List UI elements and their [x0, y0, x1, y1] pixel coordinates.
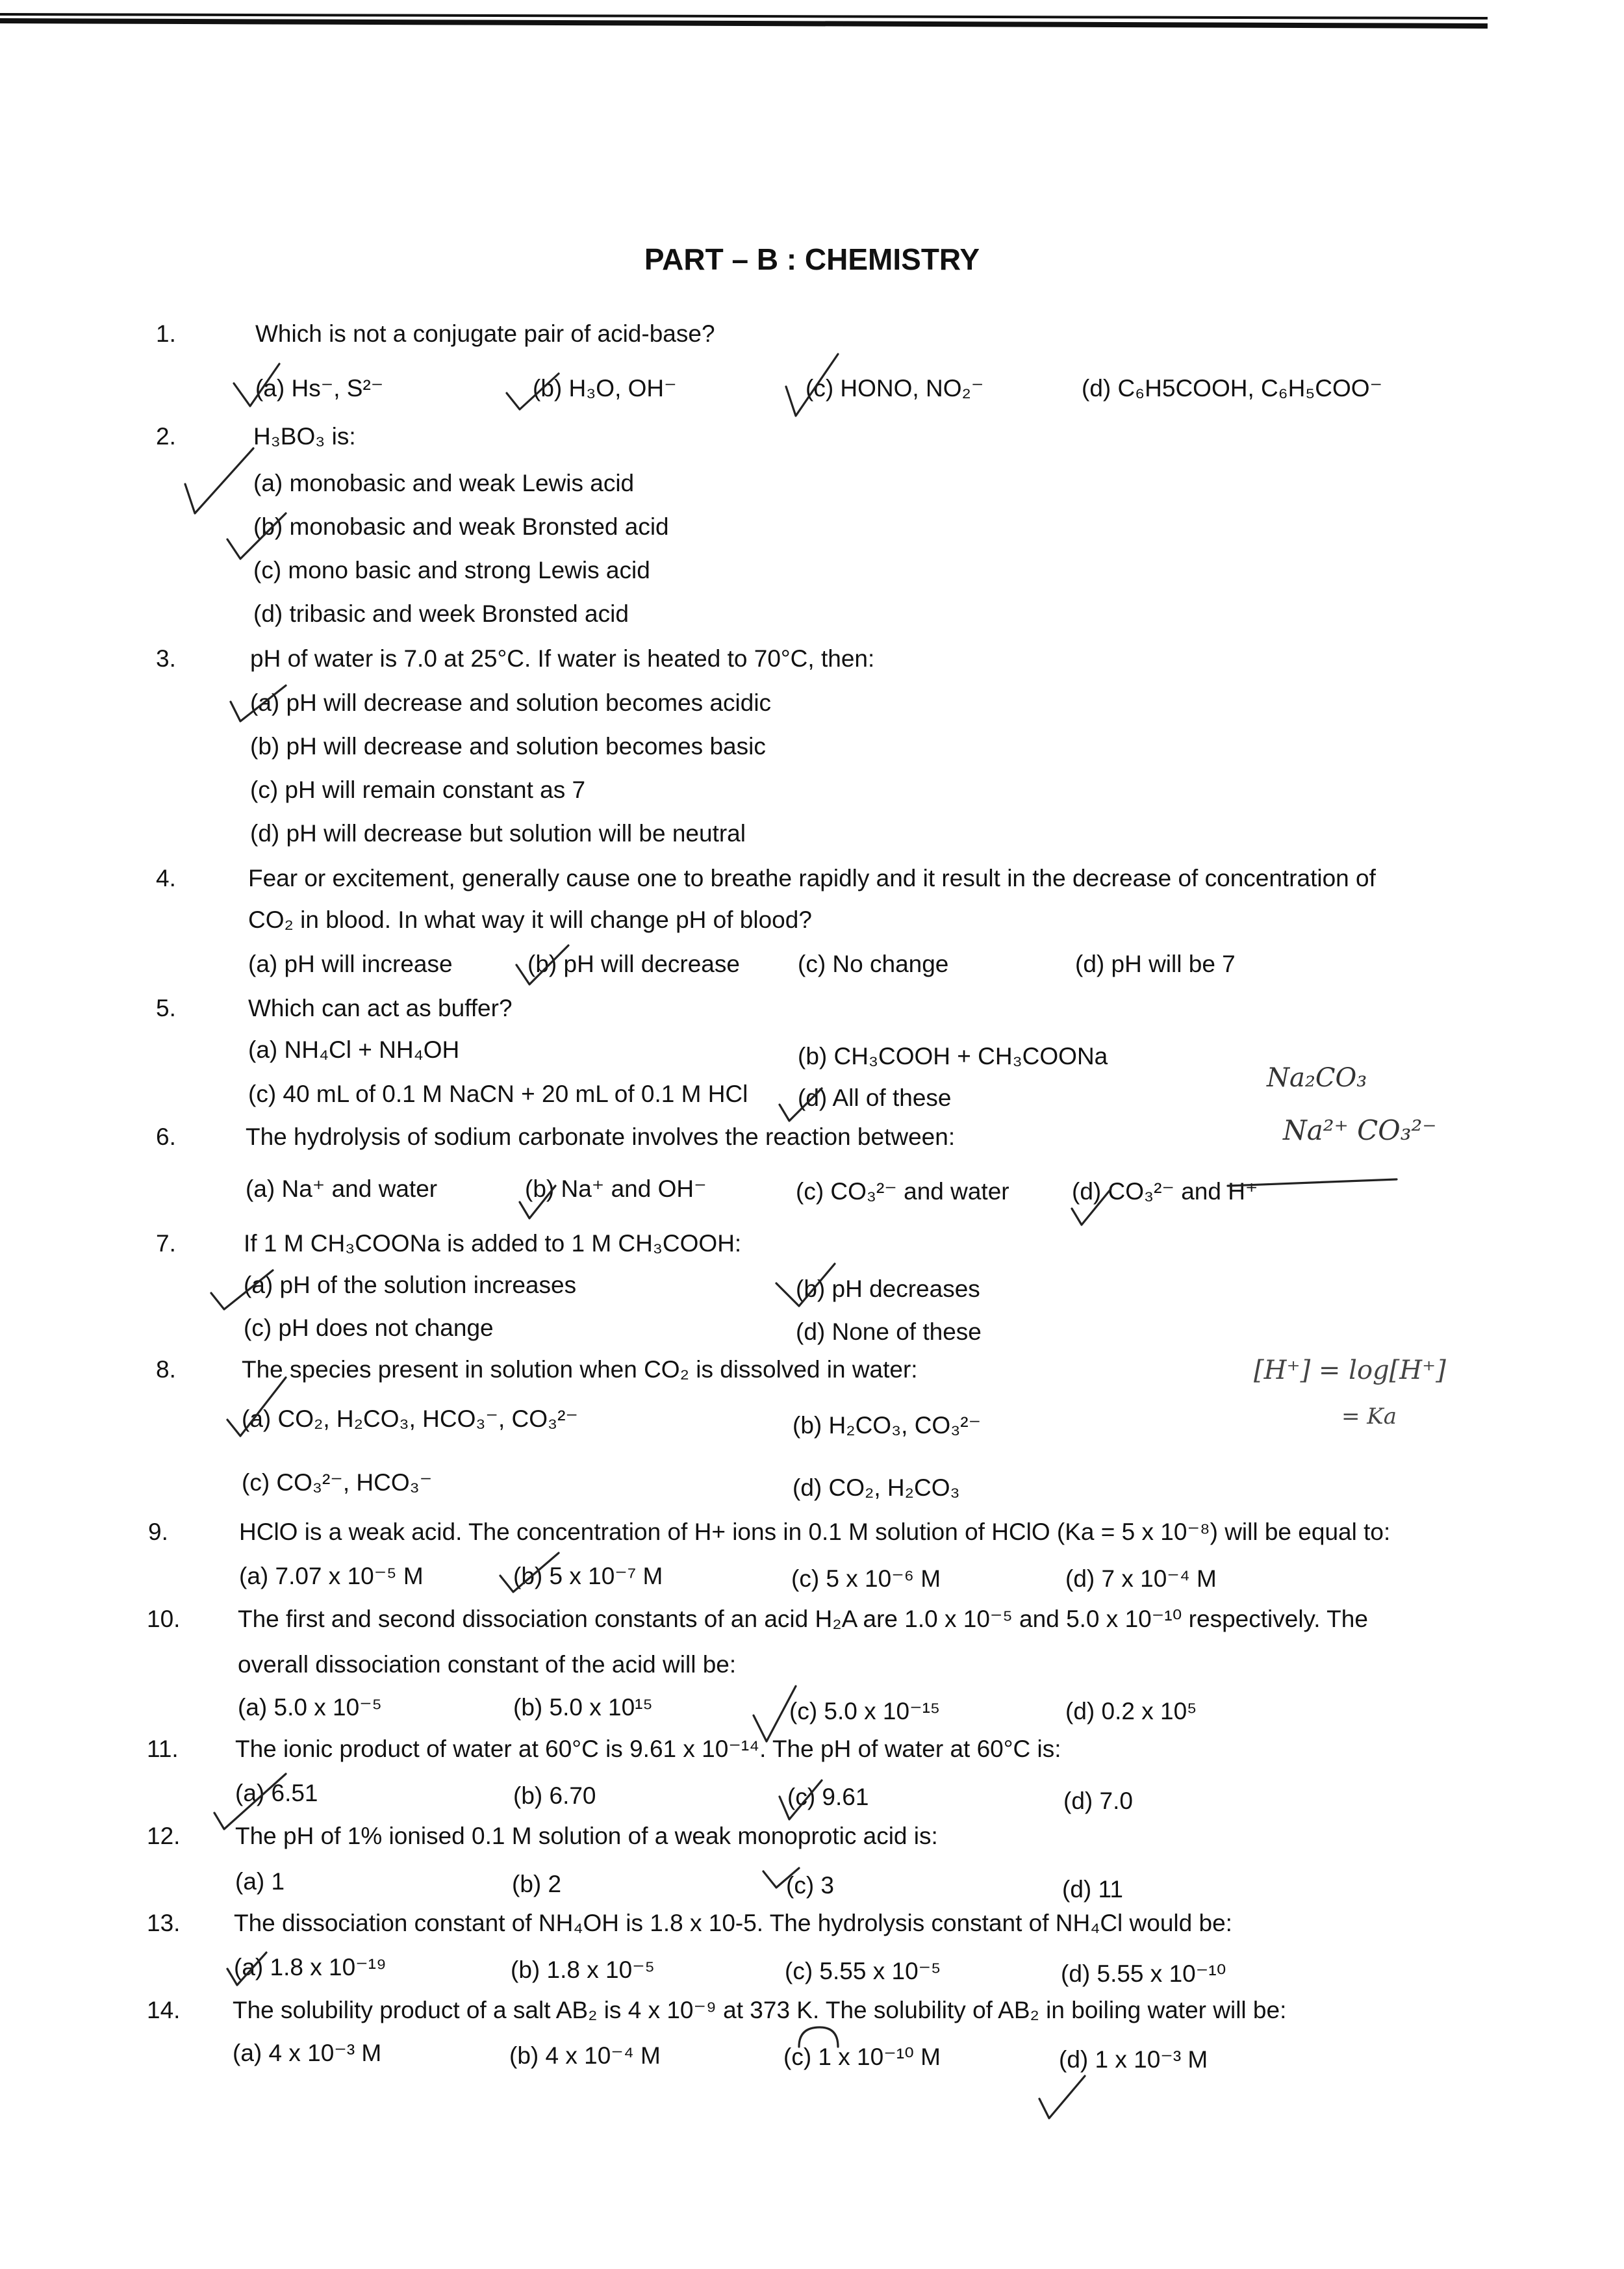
question-number: 1. [156, 320, 176, 347]
option-c: (c) pH does not change [244, 1314, 494, 1341]
question-text-line-2: overall dissociation constant of the acid will be: [238, 1651, 737, 1678]
question-number: 12. [147, 1823, 181, 1849]
question-number: 2. [156, 423, 176, 450]
question-number: 13. [147, 1910, 181, 1936]
question-number: 14. [147, 1997, 181, 2023]
question-text: The species present in solution when CO₂ is dissolved in water: [242, 1356, 918, 1383]
question-text: HClO is a weak acid. The concentration of H+ ions in 0.1 M solution of HClO (Ka = 5 x 10⁻⁸) will be equal to: [239, 1519, 1391, 1545]
option-c: (c) pH will remain constant as 7 [250, 776, 586, 803]
handwritten-note-4: = Ka [1341, 1404, 1397, 1429]
question-number: 10. [147, 1606, 181, 1632]
option-d: (d) 5.55 x 10⁻¹⁰ [1061, 1960, 1226, 1987]
option-a: (a) 4 x 10⁻³ M [233, 2040, 382, 2066]
option-c: (c) 3 [786, 1872, 834, 1899]
option-d: (d) 7 x 10⁻⁴ M [1065, 1565, 1217, 1592]
option-b: (b) 4 x 10⁻⁴ M [509, 2042, 661, 2069]
question-text: Which can act as buffer? [248, 995, 513, 1021]
question-text: The solubility product of a salt AB₂ is 4 x 10⁻⁹ at 373 K. The solubility of AB₂ in boiling water will be: [233, 1997, 1287, 2023]
option-a: (a) pH of the solution increases [244, 1272, 577, 1298]
option-c: (c) No change [798, 951, 949, 977]
option-d: (d) CO₃²⁻ and H⁺ [1072, 1178, 1258, 1205]
option-a: (a) pH will decrease and solution becomes acidic [250, 689, 772, 716]
question-number: 11. [147, 1736, 179, 1762]
option-b: (b) 5.0 x 10¹⁵ [513, 1694, 653, 1721]
option-c: (c) CO₃²⁻, HCO₃⁻ [242, 1469, 433, 1496]
check-mark-icon [1039, 2076, 1085, 2118]
option-a: (a) 1.8 x 10⁻¹⁹ [234, 1954, 387, 1981]
question-text: The dissociation constant of NH₄OH is 1.8 x 10-5. The hydrolysis constant of NH₄Cl would be: [234, 1910, 1232, 1936]
option-c: (c) 5 x 10⁻⁶ M [791, 1565, 941, 1592]
option-d: (d) 11 [1062, 1876, 1123, 1903]
option-a: (a) CO₂, H₂CO₃, HCO₃⁻, CO₃²⁻ [242, 1405, 578, 1432]
question-number: 8. [156, 1356, 176, 1383]
option-c: (c) 40 mL of 0.1 M NaCN + 20 mL of 0.1 M HCl [248, 1081, 748, 1107]
question-text: If 1 M CH₃COONa is added to 1 M CH₃COOH: [244, 1230, 742, 1257]
option-c: (c) 5.55 x 10⁻⁵ [785, 1958, 941, 1984]
option-a: (a) NH₄Cl + NH₄OH [248, 1036, 460, 1063]
question-text: The hydrolysis of sodium carbonate involves the reaction between: [246, 1123, 956, 1150]
option-d: (d) 1 x 10⁻³ M [1059, 2046, 1208, 2073]
option-a: (a) pH will increase [248, 951, 453, 977]
option-d: (d) 7.0 [1063, 1788, 1133, 1814]
option-a: (a) monobasic and weak Lewis acid [253, 470, 635, 496]
option-c: (c) 5.0 x 10⁻¹⁵ [789, 1698, 941, 1724]
option-a: (a) 5.0 x 10⁻⁵ [238, 1694, 383, 1721]
option-b: (b) monobasic and weak Bronsted acid [253, 513, 669, 540]
question-text: Fear or excitement, generally cause one to breathe rapidly and it result in the decrease of concentration of [248, 865, 1376, 891]
question-text: The ionic product of water at 60°C is 9.61 x 10⁻¹⁴. The pH of water at 60°C is: [235, 1736, 1061, 1762]
question-number: 4. [156, 865, 176, 891]
option-d: (d) 0.2 x 10⁵ [1065, 1698, 1197, 1724]
option-c: (c) 1 x 10⁻¹⁰ M [783, 2044, 941, 2070]
question-text: Which is not a conjugate pair of acid-base? [255, 320, 715, 347]
option-b: (b) pH decreases [796, 1276, 980, 1302]
option-a: (a) 6.51 [235, 1780, 318, 1806]
question-number: 9. [148, 1519, 168, 1545]
option-d: (d) pH will decrease but solution will be neutral [250, 820, 746, 847]
question-number: 5. [156, 995, 176, 1021]
option-b: (b) pH will decrease and solution becomes basic [250, 733, 766, 760]
question-number: 7. [156, 1230, 176, 1257]
option-a: (a) Hs⁻, S²⁻ [255, 375, 384, 402]
option-b: (b) pH will decrease [527, 951, 740, 977]
handwritten-note-2: Na²⁺ CO₃²⁻ [1283, 1114, 1437, 1146]
option-b: (b) H₃O, OH⁻ [533, 375, 677, 402]
option-a: (a) 7.07 x 10⁻⁵ M [239, 1563, 424, 1589]
option-a: (a) Na⁺ and water [246, 1175, 438, 1202]
page-title: PART – B : CHEMISTRY [644, 242, 980, 276]
option-b: (b) CH₃COOH + CH₃COONa [798, 1043, 1108, 1070]
question-text: pH of water is 7.0 at 25°C. If water is heated to 70°C, then: [250, 645, 875, 672]
question-text: H₃BO₃ is: [253, 423, 356, 450]
option-c: (c) mono basic and strong Lewis acid [253, 557, 650, 583]
question-number: 6. [156, 1123, 176, 1150]
option-d: (d) C₆H5COOH, C₆H₅COO⁻ [1082, 375, 1383, 402]
question-text: The first and second dissociation constants of an acid H₂A are 1.0 x 10⁻⁵ and 5.0 x 10⁻¹⁰ respectively. The [238, 1606, 1368, 1632]
option-a: (a) 1 [235, 1868, 285, 1895]
question-number: 3. [156, 645, 176, 672]
option-c: (c) 9.61 [787, 1784, 869, 1810]
option-d: (d) None of these [796, 1318, 982, 1345]
handwritten-note-3: [H⁺] = log[H⁺] [1254, 1355, 1446, 1385]
option-c: (c) CO₃²⁻ and water [796, 1178, 1009, 1205]
option-b: (b) Na⁺ and OH⁻ [525, 1175, 707, 1202]
question-text-line-2: CO₂ in blood. In what way it will change pH of blood? [248, 906, 812, 933]
option-b: (b) 6.70 [513, 1782, 596, 1809]
option-d: (d) CO₂, H₂CO₃ [793, 1474, 960, 1501]
question-text: The pH of 1% ionised 0.1 M solution of a weak monoprotic acid is: [235, 1823, 938, 1849]
option-b: (b) 5 x 10⁻⁷ M [513, 1563, 663, 1589]
option-d: (d) pH will be 7 [1075, 951, 1236, 977]
option-c: (c) HONO, NO₂⁻ [806, 375, 984, 402]
option-d: (d) All of these [798, 1084, 952, 1111]
check-mark-icon [185, 448, 253, 513]
handwritten-note-1: Na₂CO₃ [1267, 1063, 1367, 1093]
option-d: (d) tribasic and week Bronsted acid [253, 600, 629, 627]
option-b: (b) 1.8 x 10⁻⁵ [511, 1956, 655, 1983]
option-b: (b) H₂CO₃, CO₃²⁻ [793, 1412, 982, 1439]
option-b: (b) 2 [512, 1871, 562, 1897]
